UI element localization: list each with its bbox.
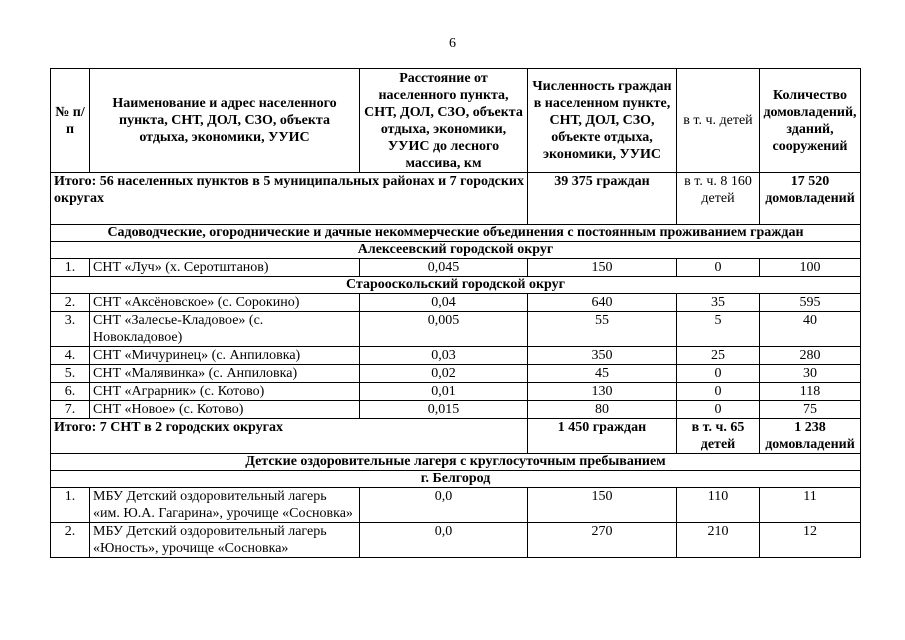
row-population: 270 xyxy=(528,523,677,558)
header-num: № п/п xyxy=(51,69,90,173)
section-title: Садоводческие, огороднические и дачные некоммерческие объединения с постоянным проживанием граждан xyxy=(51,225,861,242)
row-distance: 0,02 xyxy=(360,365,528,383)
row-population: 55 xyxy=(528,312,677,347)
row-number: 2. xyxy=(51,523,90,558)
row-name: СНТ «Малявинка» (с. Анпиловка) xyxy=(90,365,360,383)
row-population: 150 xyxy=(528,488,677,523)
table-row xyxy=(51,312,861,347)
page-number: 6 xyxy=(449,36,456,51)
row-number: 4. xyxy=(51,347,90,365)
row-children: 35 xyxy=(677,294,760,312)
row-buildings: 40 xyxy=(760,312,861,347)
table-row xyxy=(51,401,861,419)
data-table xyxy=(50,68,861,558)
row-population: 45 xyxy=(528,365,677,383)
district-title: г. Белгород xyxy=(51,471,861,488)
row-buildings: 30 xyxy=(760,365,861,383)
row-population: 640 xyxy=(528,294,677,312)
row-distance: 0,005 xyxy=(360,312,528,347)
total-buildings: 17 520 домовладений xyxy=(760,173,861,225)
row-number: 2. xyxy=(51,294,90,312)
row-number: 7. xyxy=(51,401,90,419)
row-buildings: 100 xyxy=(760,259,861,277)
table-row xyxy=(51,365,861,383)
row-number: 3. xyxy=(51,312,90,347)
total-population: 39 375 граждан xyxy=(528,173,677,225)
row-children: 0 xyxy=(677,259,760,277)
total-row-snt xyxy=(51,419,861,454)
row-buildings: 280 xyxy=(760,347,861,365)
header-children: в т. ч. детей xyxy=(677,69,760,173)
row-buildings: 12 xyxy=(760,523,861,558)
row-name: СНТ «Луч» (х. Серотштанов) xyxy=(90,259,360,277)
row-children: 25 xyxy=(677,347,760,365)
row-distance: 0,015 xyxy=(360,401,528,419)
row-distance: 0,03 xyxy=(360,347,528,365)
total-row-settlements xyxy=(51,173,861,225)
row-children: 210 xyxy=(677,523,760,558)
table-row xyxy=(51,383,861,401)
row-buildings: 11 xyxy=(760,488,861,523)
row-name: МБУ Детский оздоровительный лагерь «Юность», урочище «Сосновка» xyxy=(90,523,360,558)
row-buildings: 75 xyxy=(760,401,861,419)
table-row xyxy=(51,294,861,312)
district-heading xyxy=(51,471,861,488)
row-name: СНТ «Новое» (с. Котово) xyxy=(90,401,360,419)
row-name: СНТ «Аграрник» (с. Котово) xyxy=(90,383,360,401)
table-row xyxy=(51,259,861,277)
header-population: Численность граждан в населенном пункте, СНТ, ДОЛ, СЗО, объекте отдыха, экономики, УУИС xyxy=(528,69,677,173)
section-title: Детские оздоровительные лагеря с круглосуточным пребыванием xyxy=(51,454,861,471)
row-number: 1. xyxy=(51,488,90,523)
row-name: СНТ «Залесье-Кладовое» (с. Новокладовое) xyxy=(90,312,360,347)
row-number: 1. xyxy=(51,259,90,277)
district-heading xyxy=(51,242,861,259)
total-buildings: 1 238 домовладений xyxy=(760,419,861,454)
total-population: 1 450 граждан xyxy=(528,419,677,454)
header-distance: Расстояние от населенного пункта, СНТ, ДОЛ, СЗО, объекта отдыха, экономики, УУИС до лесного массива, км xyxy=(360,69,528,173)
row-population: 150 xyxy=(528,259,677,277)
header-name: Наименование и адрес населенного пункта, СНТ, ДОЛ, СЗО, объекта отдыха, экономики, УУИС xyxy=(90,69,360,173)
row-buildings: 118 xyxy=(760,383,861,401)
row-distance: 0,0 xyxy=(360,488,528,523)
row-name: СНТ «Аксёновское» (с. Сорокино) xyxy=(90,294,360,312)
row-number: 6. xyxy=(51,383,90,401)
row-distance: 0,01 xyxy=(360,383,528,401)
row-children: 0 xyxy=(677,383,760,401)
row-children: 5 xyxy=(677,312,760,347)
row-population: 350 xyxy=(528,347,677,365)
row-distance: 0,04 xyxy=(360,294,528,312)
row-buildings: 595 xyxy=(760,294,861,312)
section-heading-snt xyxy=(51,225,861,242)
row-name: МБУ Детский оздоровительный лагерь «им. Ю.А. Гагарина», урочище «Сосновка» xyxy=(90,488,360,523)
total-label: Итого: 56 населенных пунктов в 5 муниципальных районах и 7 городских округах xyxy=(51,173,528,225)
row-name: СНТ «Мичуринец» (с. Анпиловка) xyxy=(90,347,360,365)
district-heading xyxy=(51,277,861,294)
row-population: 130 xyxy=(528,383,677,401)
table-row xyxy=(51,347,861,365)
table-row xyxy=(51,488,861,523)
row-population: 80 xyxy=(528,401,677,419)
table-header-row xyxy=(51,69,861,173)
section-heading-camps xyxy=(51,454,861,471)
district-title: Алексеевский городской округ xyxy=(51,242,861,259)
total-children: в т. ч. 65 детей xyxy=(677,419,760,454)
table-row xyxy=(51,523,861,558)
header-buildings: Количество домовладений, зданий, сооружений xyxy=(760,69,861,173)
district-title: Старооскольский городской округ xyxy=(51,277,861,294)
row-children: 0 xyxy=(677,365,760,383)
row-children: 0 xyxy=(677,401,760,419)
total-label: Итого: 7 СНТ в 2 городских округах xyxy=(51,419,528,454)
row-number: 5. xyxy=(51,365,90,383)
row-distance: 0,0 xyxy=(360,523,528,558)
total-children: в т. ч. 8 160 детей xyxy=(677,173,760,225)
row-children: 110 xyxy=(677,488,760,523)
row-distance: 0,045 xyxy=(360,259,528,277)
